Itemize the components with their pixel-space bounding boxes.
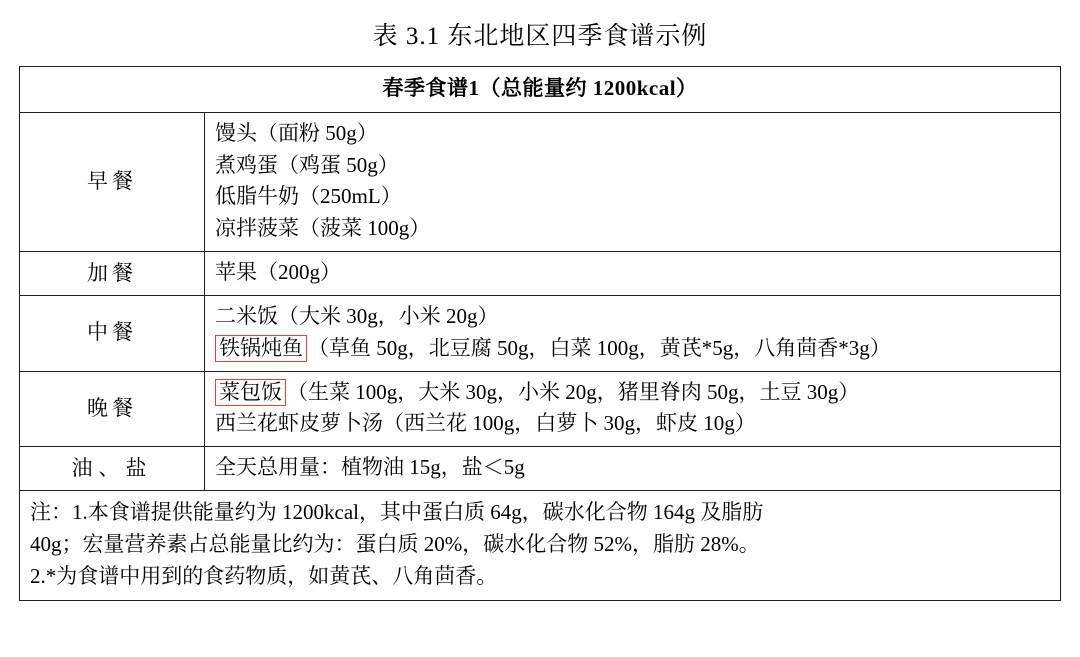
- meal-items-dinner: [205, 371, 1061, 447]
- meal-items-oil-salt: [205, 447, 1061, 491]
- list-item-highlighted: [215, 377, 1052, 409]
- meal-label-snack: 加餐: [20, 252, 205, 296]
- list-item: 凉拌菠菜（菠菜 100g）: [215, 216, 431, 241]
- note-line: 40g；宏量营养素占总能量比约为：蛋白质 20%，碳水化合物 52%，脂肪 28%。: [30, 531, 760, 556]
- list-item-highlighted: [215, 333, 1052, 365]
- table-row: [20, 295, 1061, 371]
- list-item: 低脂牛奶（250mL）: [215, 184, 402, 209]
- meal-label-breakfast: 早餐: [20, 112, 205, 251]
- meal-label-lunch: 中餐: [20, 295, 205, 371]
- list-item: 二米饭（大米 30g，小米 20g）: [215, 303, 499, 328]
- table-notes: [20, 490, 1061, 600]
- table-row: [20, 112, 1061, 251]
- note-line: 2.*为食谱中用到的食药物质，如黄芪、八角茴香。: [30, 563, 498, 588]
- recipe-table: [19, 66, 1061, 601]
- meal-items-lunch: [205, 295, 1061, 371]
- table-row: [20, 252, 1061, 296]
- list-item: 全天总用量：植物油 15g，盐＜5g: [215, 455, 525, 480]
- highlight-box-lunch: 铁锅炖鱼: [215, 335, 307, 362]
- meal-label-dinner: 晚餐: [20, 371, 205, 447]
- table-header-row: [20, 67, 1061, 113]
- table-row: [20, 447, 1061, 491]
- list-item: 馒头（面粉 50g）: [215, 120, 378, 145]
- meal-items-breakfast: [205, 112, 1061, 251]
- table-header-title: 春季食谱1（总能量约 1200kcal）: [20, 67, 1061, 113]
- list-item-text: （生菜 100g，大米 30g，小米 20g，猪里脊肉 50g，土豆 30g）: [287, 379, 860, 404]
- table-row: [20, 371, 1061, 447]
- meal-items-snack: [205, 252, 1061, 296]
- list-item-text: （草鱼 50g，北豆腐 50g，白菜 100g，黄芪*5g，八角茴香*3g）: [308, 335, 891, 360]
- highlight-box-dinner: 菜包饭: [215, 379, 286, 406]
- list-item: 西兰花虾皮萝卜汤（西兰花 100g，白萝卜 30g，虾皮 10g）: [215, 411, 756, 436]
- note-line: 注：1.本食谱提供能量约为 1200kcal，其中蛋白质 64g，碳水化合物 164g 及脂肪: [30, 499, 764, 524]
- table-notes-row: [20, 490, 1061, 600]
- list-item: 煮鸡蛋（鸡蛋 50g）: [215, 152, 399, 177]
- meal-label-oil-salt: 油、盐: [20, 447, 205, 491]
- table-caption: 表 3.1 东北地区四季食谱示例: [372, 23, 708, 50]
- list-item: 苹果（200g）: [215, 260, 341, 285]
